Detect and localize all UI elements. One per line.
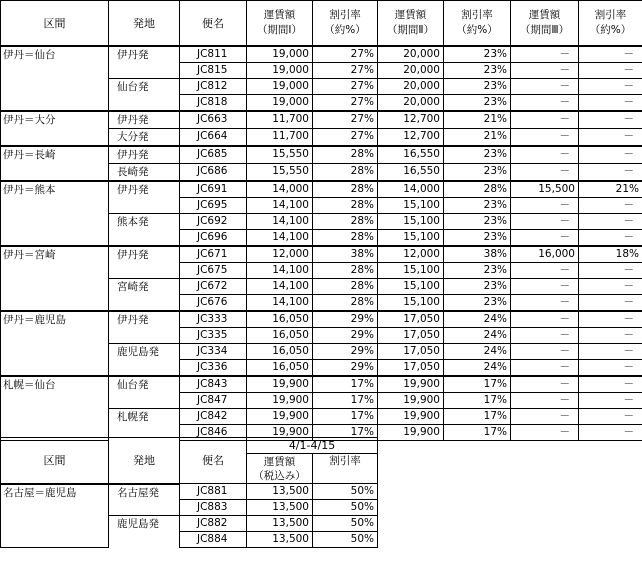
flight-cell: JC842 bbox=[180, 409, 247, 425]
table-row bbox=[1, 311, 642, 328]
rate-2-cell: 17% bbox=[444, 409, 511, 425]
rate-3-cell: － bbox=[579, 409, 642, 425]
rate-3-cell: － bbox=[579, 295, 642, 312]
fare-3-cell: － bbox=[511, 295, 579, 312]
rate-1-cell: 27% bbox=[313, 46, 378, 63]
flight-cell: JC676 bbox=[180, 295, 247, 312]
fare-3-cell: － bbox=[511, 409, 579, 425]
rate-3-cell: － bbox=[579, 129, 642, 147]
section-cell: 伊丹＝大分 bbox=[1, 111, 109, 146]
fare-1-cell: 11,700 bbox=[247, 129, 313, 147]
origin-cell: 熊本発 bbox=[109, 214, 180, 247]
header-rate: 割引率 bbox=[313, 454, 378, 484]
table-header-row bbox=[1, 1, 642, 47]
rate-3-cell: － bbox=[579, 328, 642, 344]
rate-3-cell: － bbox=[579, 79, 642, 95]
rate-2-cell: 23% bbox=[444, 79, 511, 95]
flight-cell: JC846 bbox=[180, 425, 247, 441]
fare-2-cell: 12,700 bbox=[378, 129, 444, 147]
rate-2-cell: 23% bbox=[444, 46, 511, 63]
fare-2-cell: 19,900 bbox=[378, 425, 444, 441]
fare-3-cell: － bbox=[511, 164, 579, 182]
header-fare-3: 運賃額 （期間Ⅲ） bbox=[511, 1, 579, 47]
header-fare-2: 運賃額 （期間Ⅱ） bbox=[378, 1, 444, 47]
fare-3-cell: － bbox=[511, 230, 579, 247]
rate-3-cell: － bbox=[579, 230, 642, 247]
fare-3-cell: － bbox=[511, 263, 579, 279]
flight-cell: JC695 bbox=[180, 198, 247, 214]
header-section: 区間 bbox=[1, 438, 109, 484]
rate-3-cell: － bbox=[579, 198, 642, 214]
table-row bbox=[1, 181, 642, 198]
table-row bbox=[1, 46, 642, 63]
rate-1-cell: 28% bbox=[313, 279, 378, 295]
fare-2-cell: 19,900 bbox=[378, 376, 444, 393]
fare-3-cell: － bbox=[511, 328, 579, 344]
rate-3-cell: － bbox=[579, 111, 642, 129]
fare-1-cell: 14,100 bbox=[247, 295, 313, 312]
origin-cell: 伊丹発 bbox=[109, 246, 180, 279]
rate-2-cell: 17% bbox=[444, 376, 511, 393]
table-header-row bbox=[1, 438, 378, 454]
rate-2-cell: 23% bbox=[444, 164, 511, 182]
origin-cell: 伊丹発 bbox=[109, 146, 180, 164]
rate-2-cell: 23% bbox=[444, 146, 511, 164]
fare-2-cell: 16,550 bbox=[378, 164, 444, 182]
section-cell: 伊丹＝熊本 bbox=[1, 181, 109, 246]
fare-1-cell: 19,000 bbox=[247, 79, 313, 95]
fare-1-cell: 16,050 bbox=[247, 360, 313, 377]
fare-2-cell: 15,100 bbox=[378, 214, 444, 230]
fare-3-cell: － bbox=[511, 425, 579, 441]
fare-3-cell: － bbox=[511, 344, 579, 360]
fare-1-cell: 15,550 bbox=[247, 146, 313, 164]
origin-cell: 仙台発 bbox=[109, 79, 180, 112]
rate-3-cell: － bbox=[579, 63, 642, 79]
fare-2-cell: 20,000 bbox=[378, 46, 444, 63]
fare-table-nagoya bbox=[0, 437, 378, 548]
rate-2-cell: 17% bbox=[444, 425, 511, 441]
rate-cell: 50% bbox=[313, 516, 378, 532]
fare-1-cell: 14,100 bbox=[247, 279, 313, 295]
fare-2-cell: 17,050 bbox=[378, 344, 444, 360]
rate-1-cell: 28% bbox=[313, 164, 378, 182]
rate-3-cell: － bbox=[579, 344, 642, 360]
rate-2-cell: 28% bbox=[444, 181, 511, 198]
rate-2-cell: 21% bbox=[444, 111, 511, 129]
rate-3-cell: 18% bbox=[579, 246, 642, 263]
flight-cell: JC335 bbox=[180, 328, 247, 344]
flight-cell: JC664 bbox=[180, 129, 247, 147]
flight-cell: JC691 bbox=[180, 181, 247, 198]
fare-3-cell: － bbox=[511, 393, 579, 409]
fare-2-cell: 16,550 bbox=[378, 146, 444, 164]
fare-1-cell: 14,100 bbox=[247, 214, 313, 230]
flight-cell: JC847 bbox=[180, 393, 247, 409]
flight-cell: JC333 bbox=[180, 311, 247, 328]
fare-cell: 13,500 bbox=[247, 516, 313, 532]
fare-3-cell: － bbox=[511, 146, 579, 164]
fare-2-cell: 20,000 bbox=[378, 95, 444, 112]
rate-3-cell: 21% bbox=[579, 181, 642, 198]
origin-cell: 札幌発 bbox=[109, 409, 180, 441]
origin-cell: 鹿児島発 bbox=[109, 516, 180, 548]
table-row bbox=[1, 146, 642, 164]
header-flight: 便名 bbox=[180, 1, 247, 47]
rate-1-cell: 38% bbox=[313, 246, 378, 263]
flight-cell: JC334 bbox=[180, 344, 247, 360]
section-cell: 札幌＝仙台 bbox=[1, 376, 109, 441]
section-cell: 伊丹＝長崎 bbox=[1, 146, 109, 181]
rate-3-cell: － bbox=[579, 214, 642, 230]
fare-3-cell: － bbox=[511, 279, 579, 295]
rate-3-cell: － bbox=[579, 376, 642, 393]
header-fare-1: 運賃額 （期間Ⅰ） bbox=[247, 1, 313, 47]
header-rate-3: 割引率 （約%） bbox=[579, 1, 642, 47]
rate-1-cell: 27% bbox=[313, 95, 378, 112]
flight-cell: JC663 bbox=[180, 111, 247, 129]
flight-cell: JC843 bbox=[180, 376, 247, 393]
fare-1-cell: 19,000 bbox=[247, 95, 313, 112]
fare-1-cell: 19,900 bbox=[247, 393, 313, 409]
fare-2-cell: 14,000 bbox=[378, 181, 444, 198]
rate-1-cell: 29% bbox=[313, 344, 378, 360]
origin-cell: 伊丹発 bbox=[109, 181, 180, 214]
rate-1-cell: 29% bbox=[313, 328, 378, 344]
rate-1-cell: 17% bbox=[313, 409, 378, 425]
fare-1-cell: 19,900 bbox=[247, 425, 313, 441]
fare-3-cell: － bbox=[511, 214, 579, 230]
fare-2-cell: 19,900 bbox=[378, 409, 444, 425]
rate-3-cell: － bbox=[579, 360, 642, 377]
fare-2-cell: 15,100 bbox=[378, 198, 444, 214]
fare-2-cell: 20,000 bbox=[378, 79, 444, 95]
fare-2-cell: 17,050 bbox=[378, 311, 444, 328]
header-rate-2: 割引率 （約%） bbox=[444, 1, 511, 47]
rate-cell: 50% bbox=[313, 500, 378, 516]
rate-3-cell: － bbox=[579, 311, 642, 328]
header-origin: 発地 bbox=[109, 438, 180, 484]
rate-2-cell: 23% bbox=[444, 230, 511, 247]
fare-3-cell: － bbox=[511, 63, 579, 79]
fare-3-cell: － bbox=[511, 311, 579, 328]
header-rate-1: 割引率 （約%） bbox=[313, 1, 378, 47]
header-flight: 便名 bbox=[180, 438, 247, 484]
fare-1-cell: 16,050 bbox=[247, 328, 313, 344]
fare-1-cell: 19,000 bbox=[247, 63, 313, 79]
rate-1-cell: 17% bbox=[313, 425, 378, 441]
header-fare: 運賃額 （税込み） bbox=[247, 454, 313, 484]
fare-2-cell: 15,100 bbox=[378, 230, 444, 247]
flight-cell: JC882 bbox=[180, 516, 247, 532]
origin-cell: 伊丹発 bbox=[109, 46, 180, 79]
origin-cell: 名古屋発 bbox=[109, 484, 180, 516]
flight-cell: JC675 bbox=[180, 263, 247, 279]
rate-cell: 50% bbox=[313, 484, 378, 500]
fare-1-cell: 12,000 bbox=[247, 246, 313, 263]
rate-2-cell: 23% bbox=[444, 263, 511, 279]
rate-1-cell: 28% bbox=[313, 198, 378, 214]
rate-1-cell: 27% bbox=[313, 79, 378, 95]
flight-cell: JC815 bbox=[180, 63, 247, 79]
section-cell: 名古屋＝鹿児島 bbox=[1, 484, 109, 548]
flight-cell: JC686 bbox=[180, 164, 247, 182]
header-period: 4/1-4/15 bbox=[247, 438, 378, 454]
rate-1-cell: 17% bbox=[313, 393, 378, 409]
rate-1-cell: 27% bbox=[313, 63, 378, 79]
fare-1-cell: 14,100 bbox=[247, 198, 313, 214]
fare-2-cell: 19,900 bbox=[378, 393, 444, 409]
rate-2-cell: 24% bbox=[444, 360, 511, 377]
fare-3-cell: － bbox=[511, 79, 579, 95]
rate-1-cell: 28% bbox=[313, 214, 378, 230]
fare-2-cell: 15,100 bbox=[378, 279, 444, 295]
flight-cell: JC812 bbox=[180, 79, 247, 95]
fare-cell: 13,500 bbox=[247, 484, 313, 500]
rate-2-cell: 38% bbox=[444, 246, 511, 263]
fare-3-cell: － bbox=[511, 111, 579, 129]
header-section: 区間 bbox=[1, 1, 109, 47]
fare-cell: 13,500 bbox=[247, 532, 313, 548]
rate-2-cell: 23% bbox=[444, 214, 511, 230]
fare-3-cell: 15,500 bbox=[511, 181, 579, 198]
rate-2-cell: 21% bbox=[444, 129, 511, 147]
rate-2-cell: 24% bbox=[444, 344, 511, 360]
rate-1-cell: 28% bbox=[313, 230, 378, 247]
rate-3-cell: － bbox=[579, 164, 642, 182]
section-cell: 伊丹＝仙台 bbox=[1, 46, 109, 111]
flight-cell: JC811 bbox=[180, 46, 247, 63]
rate-2-cell: 24% bbox=[444, 311, 511, 328]
fare-1-cell: 14,100 bbox=[247, 263, 313, 279]
rate-1-cell: 28% bbox=[313, 146, 378, 164]
fare-3-cell: － bbox=[511, 198, 579, 214]
fare-3-cell: － bbox=[511, 360, 579, 377]
rate-1-cell: 28% bbox=[313, 263, 378, 279]
header-origin: 発地 bbox=[109, 1, 180, 47]
flight-cell: JC884 bbox=[180, 532, 247, 548]
origin-cell: 伊丹発 bbox=[109, 111, 180, 129]
rate-2-cell: 23% bbox=[444, 279, 511, 295]
flight-cell: JC696 bbox=[180, 230, 247, 247]
fare-2-cell: 12,000 bbox=[378, 246, 444, 263]
fare-cell: 13,500 bbox=[247, 500, 313, 516]
fare-2-cell: 15,100 bbox=[378, 263, 444, 279]
flight-cell: JC818 bbox=[180, 95, 247, 112]
fare-1-cell: 19,000 bbox=[247, 46, 313, 63]
section-cell: 伊丹＝鹿児島 bbox=[1, 311, 109, 376]
rate-3-cell: － bbox=[579, 279, 642, 295]
rate-2-cell: 23% bbox=[444, 295, 511, 312]
rate-2-cell: 23% bbox=[444, 95, 511, 112]
rate-3-cell: － bbox=[579, 393, 642, 409]
table-row bbox=[1, 484, 378, 500]
origin-cell: 長崎発 bbox=[109, 164, 180, 182]
table-row bbox=[1, 376, 642, 393]
rate-3-cell: － bbox=[579, 46, 642, 63]
fare-1-cell: 14,100 bbox=[247, 230, 313, 247]
rate-1-cell: 17% bbox=[313, 376, 378, 393]
origin-cell: 伊丹発 bbox=[109, 311, 180, 344]
rate-1-cell: 28% bbox=[313, 295, 378, 312]
fare-3-cell: － bbox=[511, 95, 579, 112]
fare-1-cell: 16,050 bbox=[247, 344, 313, 360]
rate-1-cell: 27% bbox=[313, 111, 378, 129]
fare-2-cell: 15,100 bbox=[378, 295, 444, 312]
fare-2-cell: 12,700 bbox=[378, 111, 444, 129]
rate-2-cell: 23% bbox=[444, 198, 511, 214]
rate-cell: 50% bbox=[313, 532, 378, 548]
fare-3-cell: － bbox=[511, 376, 579, 393]
flight-cell: JC671 bbox=[180, 246, 247, 263]
rate-3-cell: － bbox=[579, 263, 642, 279]
rate-2-cell: 17% bbox=[444, 393, 511, 409]
fare-2-cell: 17,050 bbox=[378, 360, 444, 377]
rate-3-cell: － bbox=[579, 425, 642, 441]
origin-cell: 大分発 bbox=[109, 129, 180, 147]
flight-cell: JC881 bbox=[180, 484, 247, 500]
origin-cell: 宮崎発 bbox=[109, 279, 180, 312]
rate-1-cell: 29% bbox=[313, 360, 378, 377]
fare-1-cell: 19,900 bbox=[247, 376, 313, 393]
fare-1-cell: 16,050 bbox=[247, 311, 313, 328]
rate-1-cell: 29% bbox=[313, 311, 378, 328]
flight-cell: JC672 bbox=[180, 279, 247, 295]
fare-3-cell: － bbox=[511, 129, 579, 147]
rate-1-cell: 28% bbox=[313, 181, 378, 198]
fare-2-cell: 20,000 bbox=[378, 63, 444, 79]
section-cell: 伊丹＝宮崎 bbox=[1, 246, 109, 311]
table-row bbox=[1, 246, 642, 263]
flight-cell: JC336 bbox=[180, 360, 247, 377]
fare-3-cell: － bbox=[511, 46, 579, 63]
fare-3-cell: 16,000 bbox=[511, 246, 579, 263]
rate-3-cell: － bbox=[579, 95, 642, 112]
fare-1-cell: 14,000 bbox=[247, 181, 313, 198]
rate-2-cell: 23% bbox=[444, 63, 511, 79]
flight-cell: JC692 bbox=[180, 214, 247, 230]
fare-1-cell: 11,700 bbox=[247, 111, 313, 129]
rate-1-cell: 27% bbox=[313, 129, 378, 147]
flight-cell: JC685 bbox=[180, 146, 247, 164]
table-row bbox=[1, 111, 642, 129]
rate-3-cell: － bbox=[579, 146, 642, 164]
fare-1-cell: 19,900 bbox=[247, 409, 313, 425]
fare-1-cell: 15,550 bbox=[247, 164, 313, 182]
rate-2-cell: 24% bbox=[444, 328, 511, 344]
fare-2-cell: 17,050 bbox=[378, 328, 444, 344]
origin-cell: 鹿児島発 bbox=[109, 344, 180, 377]
origin-cell: 仙台発 bbox=[109, 376, 180, 409]
flight-cell: JC883 bbox=[180, 500, 247, 516]
